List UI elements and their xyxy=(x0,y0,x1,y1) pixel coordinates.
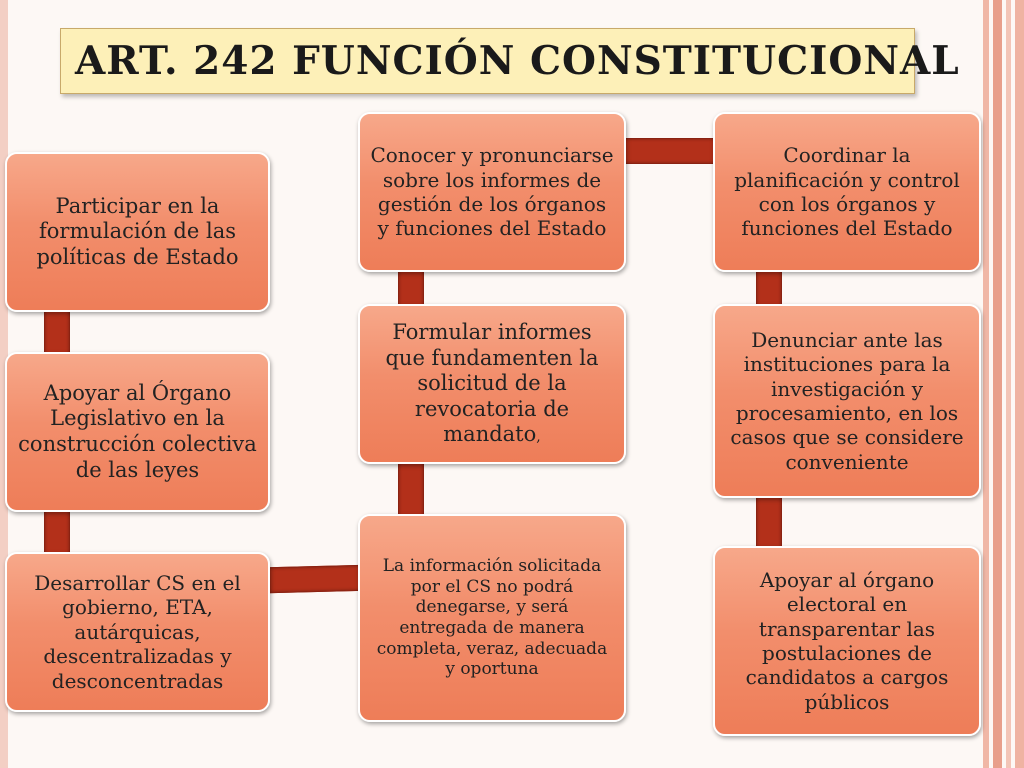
node-conocer xyxy=(358,112,626,272)
node-text: Denunciar ante las instituciones para la investigación y procesamiento, en los casos que se considere conveniente xyxy=(730,327,964,474)
node-text-main: Formular informes que fundamenten la solicitud de la revocatoria de mandato xyxy=(385,319,599,447)
connector-center-to-right xyxy=(622,138,720,164)
node-participar xyxy=(5,152,270,312)
node-text: Apoyar al órgano electoral en transparentar las postulaciones de candidatos a cargos públicos xyxy=(745,567,949,714)
decorative-stripe xyxy=(993,0,1002,768)
connector-center-2 xyxy=(398,460,424,520)
node-text: Apoyar al Órgano Legislativo en la construcción colectiva de las leyes xyxy=(18,380,257,482)
decorative-stripe xyxy=(1006,0,1011,768)
connector-left-2 xyxy=(44,508,70,558)
decorative-stripe xyxy=(1015,0,1024,768)
node-apoyar-legislativo xyxy=(5,352,270,512)
node-text: La información solicitada por el CS no podrá denegarse, y será entregada de manera completa, veraz, adecuada y oportuna xyxy=(376,555,608,680)
connector-left-to-center xyxy=(268,565,367,594)
node-text xyxy=(370,320,614,448)
connector-right-2 xyxy=(756,494,782,552)
node-text: Desarrollar CS en el gobierno, ETA, autárquicas, descentralizadas y desconcentradas xyxy=(34,571,241,693)
node-coordinar xyxy=(713,112,981,272)
connector-left-1 xyxy=(44,308,70,358)
node-formular xyxy=(358,304,626,464)
node-apoyar-electoral xyxy=(713,546,981,736)
node-text: Conocer y pronunciarse sobre los informes de gestión de los órganos y funciones del Estado xyxy=(370,143,614,241)
node-text: Participar en la formulación de las políticas de Estado xyxy=(36,193,239,269)
node-text: Coordinar la planificación y control con los órganos y funciones del Estado xyxy=(734,143,960,241)
node-desarrollar-cs xyxy=(5,552,270,712)
node-denunciar xyxy=(713,304,981,498)
title-banner xyxy=(60,28,960,94)
node-informacion xyxy=(358,514,626,722)
page-title: ART. 242 FUNCIÓN CONSTITUCIONAL xyxy=(75,38,960,84)
decorative-stripe xyxy=(983,0,989,768)
node-text-suffix: , xyxy=(536,429,541,446)
